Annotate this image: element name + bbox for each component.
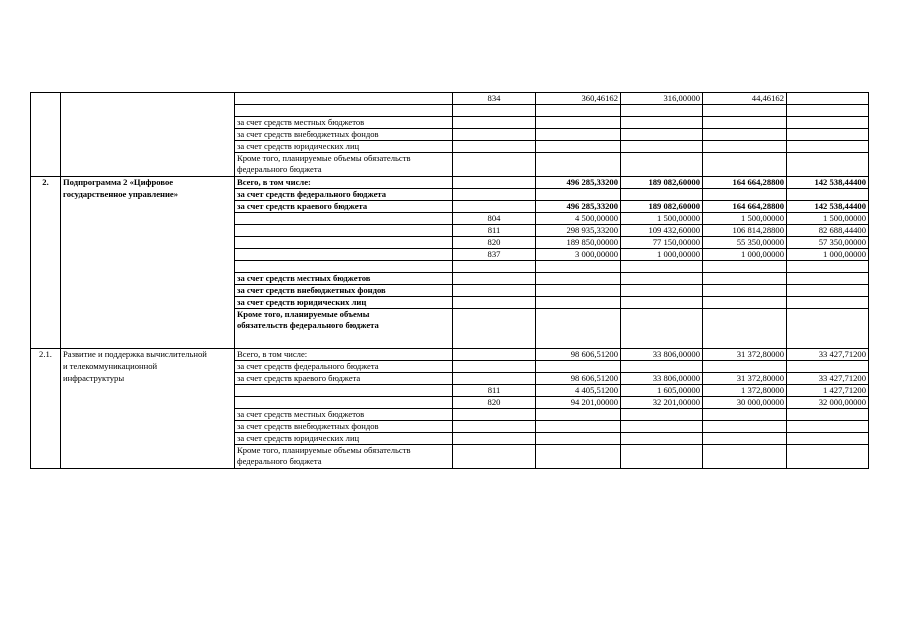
code-cell xyxy=(453,373,536,385)
program-name-cell: инфраструктуры xyxy=(61,373,235,385)
value-cell: 31 372,80000 xyxy=(703,349,787,361)
code-cell: 811 xyxy=(453,385,536,397)
source-cell: Всего, в том числе: xyxy=(235,177,453,189)
value-cell xyxy=(703,285,787,297)
value-cell xyxy=(787,309,869,349)
value-cell xyxy=(536,141,621,153)
table-row xyxy=(31,189,869,201)
value-cell xyxy=(536,297,621,309)
source-cell xyxy=(235,105,453,117)
row-number-cell xyxy=(31,153,61,177)
value-cell xyxy=(536,421,621,433)
code-cell xyxy=(453,177,536,189)
program-name-cell xyxy=(61,225,235,237)
value-cell: 1 500,00000 xyxy=(621,213,703,225)
code-cell xyxy=(453,153,536,177)
row-number-cell xyxy=(31,117,61,129)
table-row xyxy=(31,177,869,189)
value-cell xyxy=(536,361,621,373)
row-number-cell xyxy=(31,237,61,249)
value-cell xyxy=(787,117,869,129)
value-cell: 33 427,71200 xyxy=(787,349,869,361)
source-cell xyxy=(235,249,453,261)
value-cell xyxy=(536,285,621,297)
source-cell: за счет средств юридических лиц xyxy=(235,433,453,445)
source-cell: Всего, в том числе: xyxy=(235,349,453,361)
value-cell xyxy=(621,361,703,373)
value-cell xyxy=(703,141,787,153)
obligations-line-1: Кроме того, планируемые объемы xyxy=(237,309,370,319)
code-cell xyxy=(453,201,536,213)
row-number-cell xyxy=(31,385,61,397)
value-cell xyxy=(787,361,869,373)
row-number-cell xyxy=(31,189,61,201)
value-cell xyxy=(703,105,787,117)
code-cell xyxy=(453,273,536,285)
row-number-cell xyxy=(31,445,61,469)
value-cell: 55 350,00000 xyxy=(703,237,787,249)
value-cell: 82 688,44400 xyxy=(787,225,869,237)
program-name-cell xyxy=(61,129,235,141)
value-cell xyxy=(621,105,703,117)
value-cell: 298 935,33200 xyxy=(536,225,621,237)
source-cell: за счет средств внебюджетных фондов xyxy=(235,421,453,433)
row-number-cell xyxy=(31,373,61,385)
source-cell xyxy=(235,153,453,177)
row-number-cell xyxy=(31,105,61,117)
program-name-cell xyxy=(61,249,235,261)
value-cell: 98 606,51200 xyxy=(536,373,621,385)
source-cell: за счет средств федерального бюджета xyxy=(235,189,453,201)
row-number-cell xyxy=(31,225,61,237)
value-cell: 32 201,00000 xyxy=(621,397,703,409)
row-number-cell xyxy=(31,421,61,433)
code-cell xyxy=(453,445,536,469)
code-cell xyxy=(453,421,536,433)
value-cell xyxy=(536,153,621,177)
value-cell xyxy=(536,309,621,349)
program-name-cell xyxy=(61,285,235,297)
obligations-line-2: обязательств федерального бюджета xyxy=(237,320,379,330)
value-cell xyxy=(621,285,703,297)
row-number-cell xyxy=(31,201,61,213)
value-cell: 189 082,60000 xyxy=(621,201,703,213)
table-row xyxy=(31,201,869,213)
value-cell: 496 285,33200 xyxy=(536,201,621,213)
value-cell: 1 000,00000 xyxy=(787,249,869,261)
table-row xyxy=(31,261,869,273)
table-row xyxy=(31,153,869,177)
row-number-cell xyxy=(31,249,61,261)
row-number-cell xyxy=(31,129,61,141)
program-name-cell xyxy=(61,213,235,225)
program-name-cell xyxy=(61,261,235,273)
value-cell xyxy=(703,309,787,349)
table-row xyxy=(31,385,869,397)
value-cell xyxy=(536,189,621,201)
obligations-line-2: федерального бюджета xyxy=(237,164,322,174)
source-cell xyxy=(235,93,453,105)
value-cell: 32 000,00000 xyxy=(787,397,869,409)
value-cell: 33 806,00000 xyxy=(621,373,703,385)
value-cell xyxy=(703,421,787,433)
source-cell xyxy=(235,261,453,273)
code-cell xyxy=(453,189,536,201)
value-cell xyxy=(703,445,787,469)
table-row xyxy=(31,297,869,309)
obligations-line-2: федерального бюджета xyxy=(237,456,322,466)
program-name-cell xyxy=(61,309,235,349)
code-cell xyxy=(453,285,536,297)
value-cell xyxy=(536,445,621,469)
value-cell xyxy=(787,273,869,285)
row-number-cell xyxy=(31,297,61,309)
program-name-cell: государственное управление» xyxy=(61,189,235,201)
source-cell xyxy=(235,445,453,469)
code-cell xyxy=(453,433,536,445)
code-cell: 837 xyxy=(453,249,536,261)
code-cell xyxy=(453,261,536,273)
value-cell xyxy=(787,285,869,297)
source-cell: за счет средств краевого бюджета xyxy=(235,201,453,213)
row-number-cell xyxy=(31,213,61,225)
program-name-cell xyxy=(61,117,235,129)
value-cell: 4 405,51200 xyxy=(536,385,621,397)
value-cell xyxy=(787,445,869,469)
value-cell: 1 000,00000 xyxy=(621,249,703,261)
table-row xyxy=(31,397,869,409)
table-row xyxy=(31,93,869,105)
row-number-cell xyxy=(31,433,61,445)
table-row xyxy=(31,361,869,373)
value-cell: 94 201,00000 xyxy=(536,397,621,409)
table-row xyxy=(31,117,869,129)
value-cell xyxy=(536,117,621,129)
value-cell xyxy=(536,105,621,117)
program-name-cell xyxy=(61,201,235,213)
program-name-cell xyxy=(61,397,235,409)
value-cell xyxy=(787,93,869,105)
code-cell xyxy=(453,105,536,117)
value-cell: 109 432,60000 xyxy=(621,225,703,237)
row-number-cell xyxy=(31,141,61,153)
row-number-cell xyxy=(31,409,61,421)
row-number-cell xyxy=(31,361,61,373)
source-cell xyxy=(235,385,453,397)
source-cell: за счет средств краевого бюджета xyxy=(235,373,453,385)
value-cell: 4 500,00000 xyxy=(536,213,621,225)
program-name-cell xyxy=(61,141,235,153)
program-name-cell xyxy=(61,105,235,117)
value-cell: 360,46162 xyxy=(536,93,621,105)
value-cell: 1 427,71200 xyxy=(787,385,869,397)
value-cell: 98 606,51200 xyxy=(536,349,621,361)
value-cell: 1 500,00000 xyxy=(703,213,787,225)
value-cell xyxy=(787,105,869,117)
value-cell: 77 150,00000 xyxy=(621,237,703,249)
value-cell xyxy=(703,153,787,177)
program-name-cell xyxy=(61,273,235,285)
value-cell xyxy=(621,117,703,129)
table-row xyxy=(31,445,869,469)
value-cell xyxy=(621,261,703,273)
code-cell: 820 xyxy=(453,237,536,249)
value-cell xyxy=(703,261,787,273)
obligations-line-1: Кроме того, планируемые объемы обязательств xyxy=(237,445,411,455)
value-cell xyxy=(536,409,621,421)
value-cell: 189 082,60000 xyxy=(621,177,703,189)
program-name-cell xyxy=(61,421,235,433)
code-cell xyxy=(453,309,536,349)
value-cell xyxy=(621,153,703,177)
table-row xyxy=(31,349,869,361)
source-cell xyxy=(235,213,453,225)
value-cell xyxy=(787,129,869,141)
value-cell xyxy=(787,153,869,177)
value-cell xyxy=(621,421,703,433)
value-cell xyxy=(536,433,621,445)
table-row xyxy=(31,249,869,261)
table-row xyxy=(31,409,869,421)
source-cell: за счет средств юридических лиц xyxy=(235,297,453,309)
value-cell: 31 372,80000 xyxy=(703,373,787,385)
value-cell xyxy=(787,421,869,433)
value-cell: 164 664,28800 xyxy=(703,177,787,189)
program-name-cell xyxy=(61,297,235,309)
value-cell: 33 427,71200 xyxy=(787,373,869,385)
value-cell xyxy=(703,409,787,421)
row-number-cell xyxy=(31,273,61,285)
source-cell: за счет средств местных бюджетов xyxy=(235,117,453,129)
source-cell xyxy=(235,237,453,249)
value-cell: 106 814,28800 xyxy=(703,225,787,237)
table-row xyxy=(31,309,869,349)
row-number-cell xyxy=(31,309,61,349)
value-cell xyxy=(787,297,869,309)
row-number-cell: 2.1. xyxy=(31,349,61,361)
value-cell xyxy=(703,297,787,309)
table-row xyxy=(31,225,869,237)
value-cell xyxy=(787,141,869,153)
row-number-cell xyxy=(31,397,61,409)
program-name-cell xyxy=(61,93,235,105)
value-cell: 142 538,44400 xyxy=(787,177,869,189)
row-number-cell: 2. xyxy=(31,177,61,189)
source-cell: за счет средств внебюджетных фондов xyxy=(235,129,453,141)
row-number-cell xyxy=(31,285,61,297)
table-row xyxy=(31,105,869,117)
program-name-cell xyxy=(61,409,235,421)
code-cell xyxy=(453,297,536,309)
table-row xyxy=(31,433,869,445)
code-cell: 820 xyxy=(453,397,536,409)
obligations-line-1: Кроме того, планируемые объемы обязательств xyxy=(237,153,411,163)
value-cell xyxy=(787,409,869,421)
value-cell: 164 664,28800 xyxy=(703,201,787,213)
value-cell: 189 850,00000 xyxy=(536,237,621,249)
code-cell xyxy=(453,129,536,141)
row-number-cell xyxy=(31,261,61,273)
value-cell xyxy=(621,433,703,445)
source-cell: за счет средств юридических лиц xyxy=(235,141,453,153)
code-cell: 811 xyxy=(453,225,536,237)
program-name-cell: и телекоммуникационной xyxy=(61,361,235,373)
table-row xyxy=(31,237,869,249)
value-cell: 44,46162 xyxy=(703,93,787,105)
value-cell: 142 538,44400 xyxy=(787,201,869,213)
value-cell xyxy=(703,189,787,201)
value-cell: 30 000,00000 xyxy=(703,397,787,409)
value-cell xyxy=(703,433,787,445)
program-name-cell xyxy=(61,385,235,397)
value-cell xyxy=(703,117,787,129)
value-cell: 1 000,00000 xyxy=(703,249,787,261)
table-row xyxy=(31,421,869,433)
source-cell: за счет средств местных бюджетов xyxy=(235,409,453,421)
code-cell xyxy=(453,361,536,373)
value-cell xyxy=(703,129,787,141)
value-cell: 496 285,33200 xyxy=(536,177,621,189)
value-cell xyxy=(621,189,703,201)
value-cell: 57 350,00000 xyxy=(787,237,869,249)
table-row xyxy=(31,273,869,285)
source-cell xyxy=(235,397,453,409)
value-cell xyxy=(703,273,787,285)
value-cell xyxy=(787,189,869,201)
program-name-cell xyxy=(61,237,235,249)
value-cell xyxy=(536,261,621,273)
value-cell: 1 500,00000 xyxy=(787,213,869,225)
value-cell xyxy=(621,273,703,285)
value-cell xyxy=(621,309,703,349)
table-row xyxy=(31,285,869,297)
source-cell: за счет средств местных бюджетов xyxy=(235,273,453,285)
value-cell xyxy=(621,141,703,153)
source-cell xyxy=(235,309,453,349)
row-number-cell xyxy=(31,93,61,105)
value-cell: 1 372,80000 xyxy=(703,385,787,397)
table-row xyxy=(31,373,869,385)
code-cell xyxy=(453,117,536,129)
value-cell xyxy=(621,129,703,141)
value-cell xyxy=(621,297,703,309)
value-cell: 33 806,00000 xyxy=(621,349,703,361)
value-cell xyxy=(621,409,703,421)
value-cell xyxy=(536,273,621,285)
value-cell xyxy=(787,261,869,273)
value-cell xyxy=(536,129,621,141)
value-cell xyxy=(787,433,869,445)
value-cell xyxy=(621,445,703,469)
source-cell xyxy=(235,225,453,237)
program-name-cell: Развитие и поддержка вычислительной xyxy=(61,349,235,361)
value-cell xyxy=(703,361,787,373)
table-row xyxy=(31,213,869,225)
value-cell: 3 000,00000 xyxy=(536,249,621,261)
program-name-cell: Подпрограмма 2 «Цифровое xyxy=(61,177,235,189)
code-cell xyxy=(453,141,536,153)
code-cell xyxy=(453,409,536,421)
table-row xyxy=(31,129,869,141)
program-name-cell xyxy=(61,433,235,445)
code-cell: 834 xyxy=(453,93,536,105)
source-cell: за счет средств внебюджетных фондов xyxy=(235,285,453,297)
program-name-cell xyxy=(61,445,235,469)
value-cell: 1 605,00000 xyxy=(621,385,703,397)
budget-table xyxy=(30,92,869,469)
source-cell: за счет средств федерального бюджета xyxy=(235,361,453,373)
code-cell xyxy=(453,349,536,361)
table-row xyxy=(31,141,869,153)
program-name-cell xyxy=(61,153,235,177)
code-cell: 804 xyxy=(453,213,536,225)
value-cell: 316,00000 xyxy=(621,93,703,105)
